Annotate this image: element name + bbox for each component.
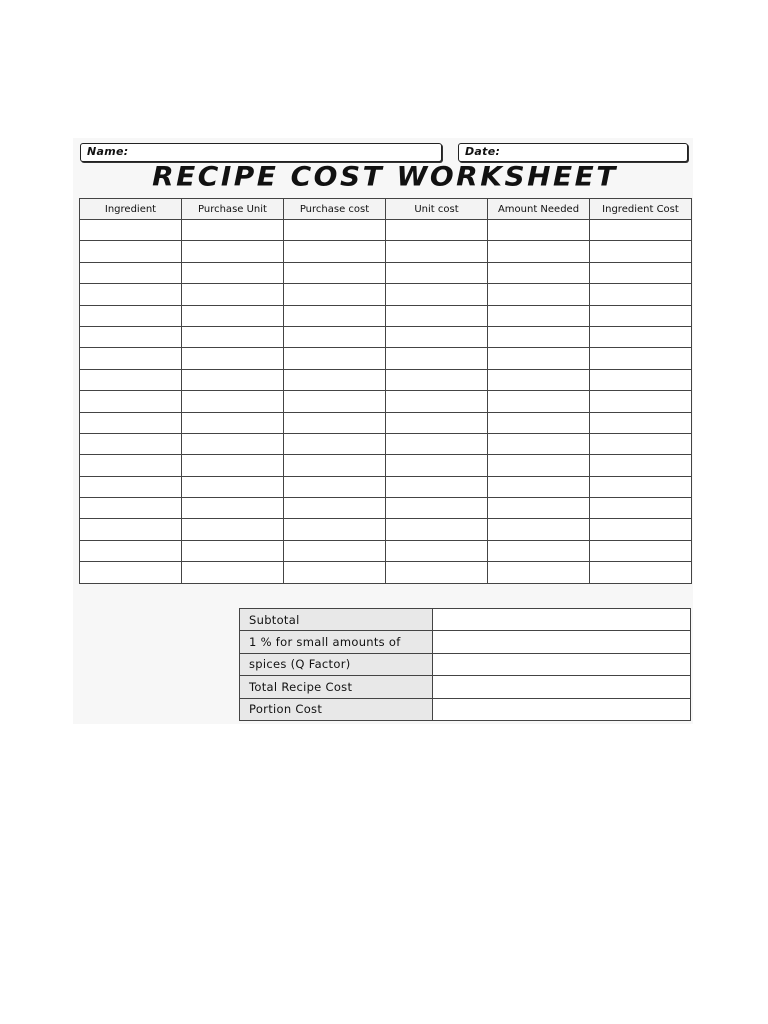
cell-amount-needed[interactable] (488, 476, 590, 497)
table-row (80, 326, 692, 347)
cell-purchase-unit[interactable] (182, 433, 284, 454)
summary-value-portion-cost[interactable] (433, 698, 691, 720)
cell-unit-cost[interactable] (386, 220, 488, 241)
cell-ingredient-cost[interactable] (590, 455, 692, 476)
cell-ingredient-cost[interactable] (590, 476, 692, 497)
table-row (80, 476, 692, 497)
cell-purchase-unit[interactable] (182, 326, 284, 347)
table-row (80, 455, 692, 476)
cell-purchase-unit[interactable] (182, 455, 284, 476)
summary-label-total-recipe-cost: Total Recipe Cost (240, 676, 433, 698)
cell-purchase-unit[interactable] (182, 348, 284, 369)
cell-ingredient[interactable] (80, 220, 182, 241)
column-header-unit-cost: Unit cost (386, 199, 488, 220)
cell-ingredient-cost[interactable] (590, 562, 692, 583)
cell-unit-cost[interactable] (386, 498, 488, 519)
cell-purchase-unit[interactable] (182, 241, 284, 262)
cell-purchase-unit[interactable] (182, 498, 284, 519)
cell-unit-cost[interactable] (386, 391, 488, 412)
cell-purchase-cost[interactable] (284, 455, 386, 476)
page-title: RECIPE COST WORKSHEET (152, 160, 618, 193)
table-row (80, 241, 692, 262)
cell-ingredient-cost[interactable] (590, 220, 692, 241)
cell-purchase-cost[interactable] (284, 519, 386, 540)
cell-ingredient[interactable] (80, 391, 182, 412)
cell-ingredient[interactable] (80, 369, 182, 390)
cell-amount-needed[interactable] (488, 305, 590, 326)
cell-purchase-cost[interactable] (284, 326, 386, 347)
cell-unit-cost[interactable] (386, 540, 488, 561)
cell-ingredient-cost[interactable] (590, 348, 692, 369)
cell-purchase-cost[interactable] (284, 305, 386, 326)
date-label: Date: (465, 145, 501, 158)
cell-amount-needed[interactable] (488, 540, 590, 561)
cell-purchase-unit[interactable] (182, 519, 284, 540)
date-field[interactable] (458, 143, 688, 162)
summary-table (239, 608, 691, 721)
cell-unit-cost[interactable] (386, 412, 488, 433)
cell-amount-needed[interactable] (488, 262, 590, 283)
summary-label-subtotal: Subtotal (240, 609, 433, 631)
table-row (80, 391, 692, 412)
summary-label-portion-cost: Portion Cost (240, 698, 433, 720)
cell-unit-cost[interactable] (386, 519, 488, 540)
cell-ingredient[interactable] (80, 562, 182, 583)
cell-purchase-cost[interactable] (284, 412, 386, 433)
cell-ingredient[interactable] (80, 498, 182, 519)
cell-ingredient[interactable] (80, 519, 182, 540)
table-row (80, 433, 692, 454)
cell-amount-needed[interactable] (488, 348, 590, 369)
table-row (80, 348, 692, 369)
cell-purchase-cost[interactable] (284, 369, 386, 390)
cell-ingredient[interactable] (80, 262, 182, 283)
cell-amount-needed[interactable] (488, 241, 590, 262)
table-row (80, 519, 692, 540)
cell-amount-needed[interactable] (488, 433, 590, 454)
cell-purchase-unit[interactable] (182, 562, 284, 583)
summary-value-q-factor-line1[interactable] (433, 631, 691, 653)
cell-purchase-unit[interactable] (182, 284, 284, 305)
name-label: Name: (87, 145, 129, 158)
cell-unit-cost[interactable] (386, 284, 488, 305)
cell-purchase-cost[interactable] (284, 476, 386, 497)
summary-row-portion-cost (240, 698, 691, 720)
cell-ingredient[interactable] (80, 455, 182, 476)
column-header-purchase-cost: Purchase cost (284, 199, 386, 220)
table-row (80, 262, 692, 283)
column-header-ingredient-cost: Ingredient Cost (590, 199, 692, 220)
cell-unit-cost[interactable] (386, 433, 488, 454)
cell-ingredient-cost[interactable] (590, 391, 692, 412)
cell-ingredient[interactable] (80, 476, 182, 497)
cell-purchase-cost[interactable] (284, 540, 386, 561)
table-row (80, 305, 692, 326)
cell-ingredient[interactable] (80, 433, 182, 454)
cell-purchase-unit[interactable] (182, 540, 284, 561)
summary-label-q-factor-line1: 1 % for small amounts of (240, 631, 433, 653)
cell-purchase-cost[interactable] (284, 391, 386, 412)
column-header-purchase-unit: Purchase Unit (182, 199, 284, 220)
cell-ingredient-cost[interactable] (590, 262, 692, 283)
cell-ingredient[interactable] (80, 241, 182, 262)
cell-purchase-cost[interactable] (284, 562, 386, 583)
cell-purchase-cost[interactable] (284, 348, 386, 369)
cell-unit-cost[interactable] (386, 476, 488, 497)
table-row (80, 412, 692, 433)
cell-purchase-unit[interactable] (182, 262, 284, 283)
ingredient-table-body (80, 220, 692, 584)
cell-unit-cost[interactable] (386, 305, 488, 326)
cell-purchase-unit[interactable] (182, 476, 284, 497)
table-row (80, 562, 692, 583)
summary-row-q-factor-1 (240, 631, 691, 653)
cell-ingredient[interactable] (80, 326, 182, 347)
summary-row-q-factor-2 (240, 653, 691, 675)
table-row (80, 540, 692, 561)
cell-ingredient-cost[interactable] (590, 540, 692, 561)
cell-amount-needed[interactable] (488, 369, 590, 390)
cell-purchase-unit[interactable] (182, 412, 284, 433)
cell-ingredient-cost[interactable] (590, 519, 692, 540)
cell-purchase-cost[interactable] (284, 284, 386, 305)
cell-unit-cost[interactable] (386, 326, 488, 347)
cell-ingredient-cost[interactable] (590, 326, 692, 347)
cell-ingredient-cost[interactable] (590, 412, 692, 433)
summary-row-subtotal (240, 609, 691, 631)
cell-ingredient-cost[interactable] (590, 284, 692, 305)
summary-label-q-factor-line2: spices (Q Factor) (240, 653, 433, 675)
cell-amount-needed[interactable] (488, 562, 590, 583)
cell-ingredient-cost[interactable] (590, 498, 692, 519)
column-header-ingredient: Ingredient (80, 199, 182, 220)
column-header-amount-needed: Amount Needed (488, 199, 590, 220)
cell-unit-cost[interactable] (386, 262, 488, 283)
table-row (80, 284, 692, 305)
table-row (80, 220, 692, 241)
cell-purchase-cost[interactable] (284, 220, 386, 241)
cell-purchase-unit[interactable] (182, 369, 284, 390)
cell-amount-needed[interactable] (488, 498, 590, 519)
table-header-row (80, 199, 692, 220)
cell-amount-needed[interactable] (488, 519, 590, 540)
cell-amount-needed[interactable] (488, 326, 590, 347)
summary-value-total-recipe-cost[interactable] (433, 676, 691, 698)
table-row (80, 498, 692, 519)
cell-unit-cost[interactable] (386, 369, 488, 390)
table-row (80, 369, 692, 390)
cell-purchase-unit[interactable] (182, 220, 284, 241)
cell-ingredient[interactable] (80, 348, 182, 369)
cell-purchase-cost[interactable] (284, 433, 386, 454)
summary-value-q-factor-line2[interactable] (433, 653, 691, 675)
summary-row-total-recipe-cost (240, 676, 691, 698)
cell-unit-cost[interactable] (386, 241, 488, 262)
cell-purchase-unit[interactable] (182, 305, 284, 326)
ingredient-table (79, 198, 692, 584)
cell-amount-needed[interactable] (488, 391, 590, 412)
cell-purchase-cost[interactable] (284, 241, 386, 262)
cell-purchase-cost[interactable] (284, 262, 386, 283)
cell-purchase-cost[interactable] (284, 498, 386, 519)
cell-amount-needed[interactable] (488, 412, 590, 433)
cell-ingredient-cost[interactable] (590, 369, 692, 390)
cell-ingredient-cost[interactable] (590, 433, 692, 454)
cell-unit-cost[interactable] (386, 348, 488, 369)
cell-ingredient-cost[interactable] (590, 241, 692, 262)
cell-amount-needed[interactable] (488, 220, 590, 241)
cell-amount-needed[interactable] (488, 284, 590, 305)
cell-ingredient[interactable] (80, 305, 182, 326)
cell-unit-cost[interactable] (386, 455, 488, 476)
cell-unit-cost[interactable] (386, 562, 488, 583)
cell-ingredient[interactable] (80, 540, 182, 561)
cell-purchase-unit[interactable] (182, 391, 284, 412)
cell-ingredient[interactable] (80, 284, 182, 305)
cell-ingredient[interactable] (80, 412, 182, 433)
cell-ingredient-cost[interactable] (590, 305, 692, 326)
cell-amount-needed[interactable] (488, 455, 590, 476)
name-field[interactable] (80, 143, 442, 162)
summary-value-subtotal[interactable] (433, 609, 691, 631)
